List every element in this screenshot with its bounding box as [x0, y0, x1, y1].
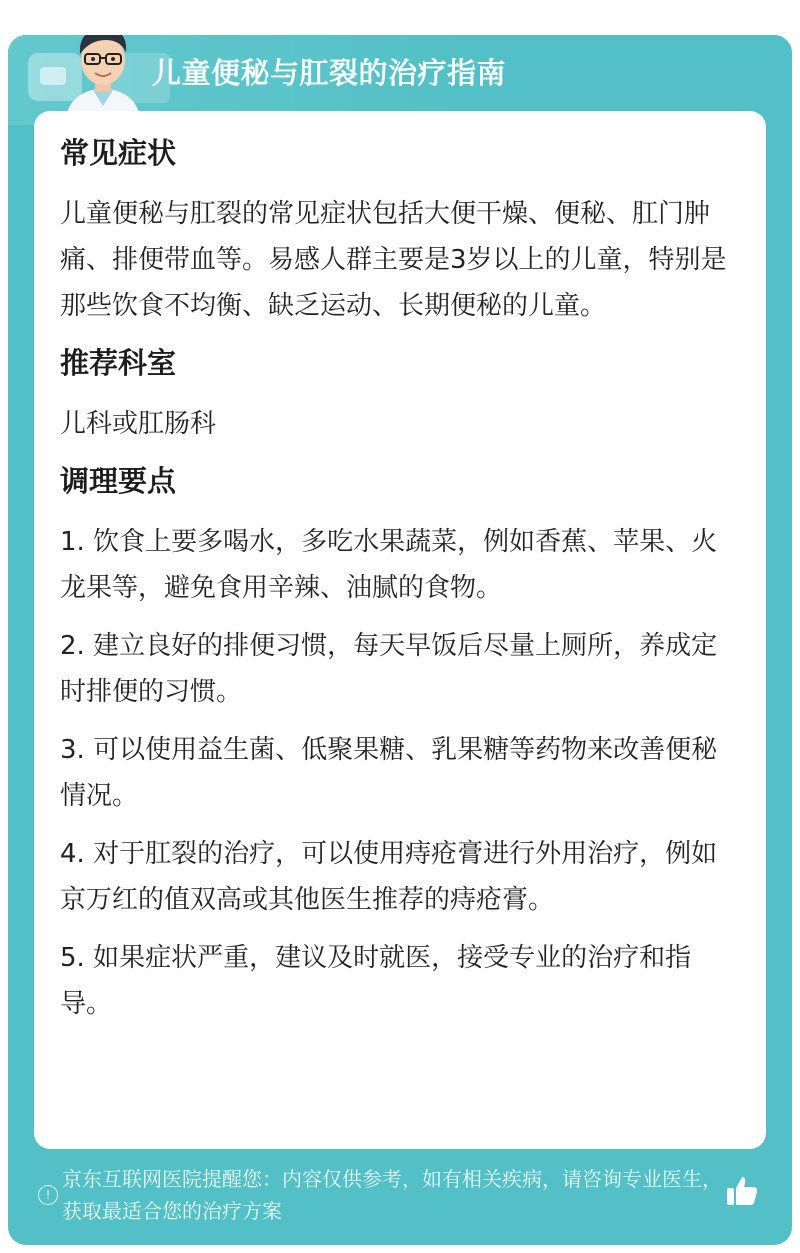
page-title: 儿童便秘与肛裂的治疗指南 [152, 56, 507, 90]
disclaimer-text: 京东互联网医院提醒您：内容仅供参考，如有相关疾病，请咨询专业医生，获取最适合您的治疗方案 [62, 1167, 722, 1223]
department-text: 儿科或肛肠科 [60, 409, 217, 439]
content-body [60, 133, 740, 1039]
info-icon: ! [38, 1185, 58, 1205]
list-item: 5. 如果症状严重，建议及时就医，接受专业的治疗和指导。 [60, 943, 692, 1019]
thumbs-up-icon[interactable] [724, 1173, 760, 1209]
doctor-avatar [48, 35, 158, 120]
guide-card [8, 35, 792, 1245]
list-item: 3. 可以使用益生菌、低聚果糖、乳果糖等药物来改善便秘情况。 [60, 735, 718, 811]
list-item: 2. 建立良好的排便习惯，每天早饭后尽量上厕所，养成定时排便的习惯。 [60, 631, 718, 707]
section-title-department: 推荐科室 [60, 346, 177, 380]
content-panel [34, 111, 766, 1149]
list-item: 1. 饮食上要多喝水，多吃水果蔬菜，例如香蕉、苹果、火龙果等，避免食用辛辣、油腻的食物。 [60, 527, 718, 603]
section-title-symptoms: 常见症状 [60, 136, 177, 170]
section-title-care: 调理要点 [60, 464, 177, 498]
list-item: 4. 对于肛裂的治疗，可以使用痔疮膏进行外用治疗，例如京万红的值双高或其他医生推荐的痔疮膏。 [60, 839, 718, 915]
symptoms-text: 儿童便秘与肛裂的常见症状包括大便干燥、便秘、肛门肿痛、排便带血等。易感人群主要是3岁以上的儿童，特别是那些饮食不均衡、缺乏运动、长期便秘的儿童。 [60, 199, 727, 321]
